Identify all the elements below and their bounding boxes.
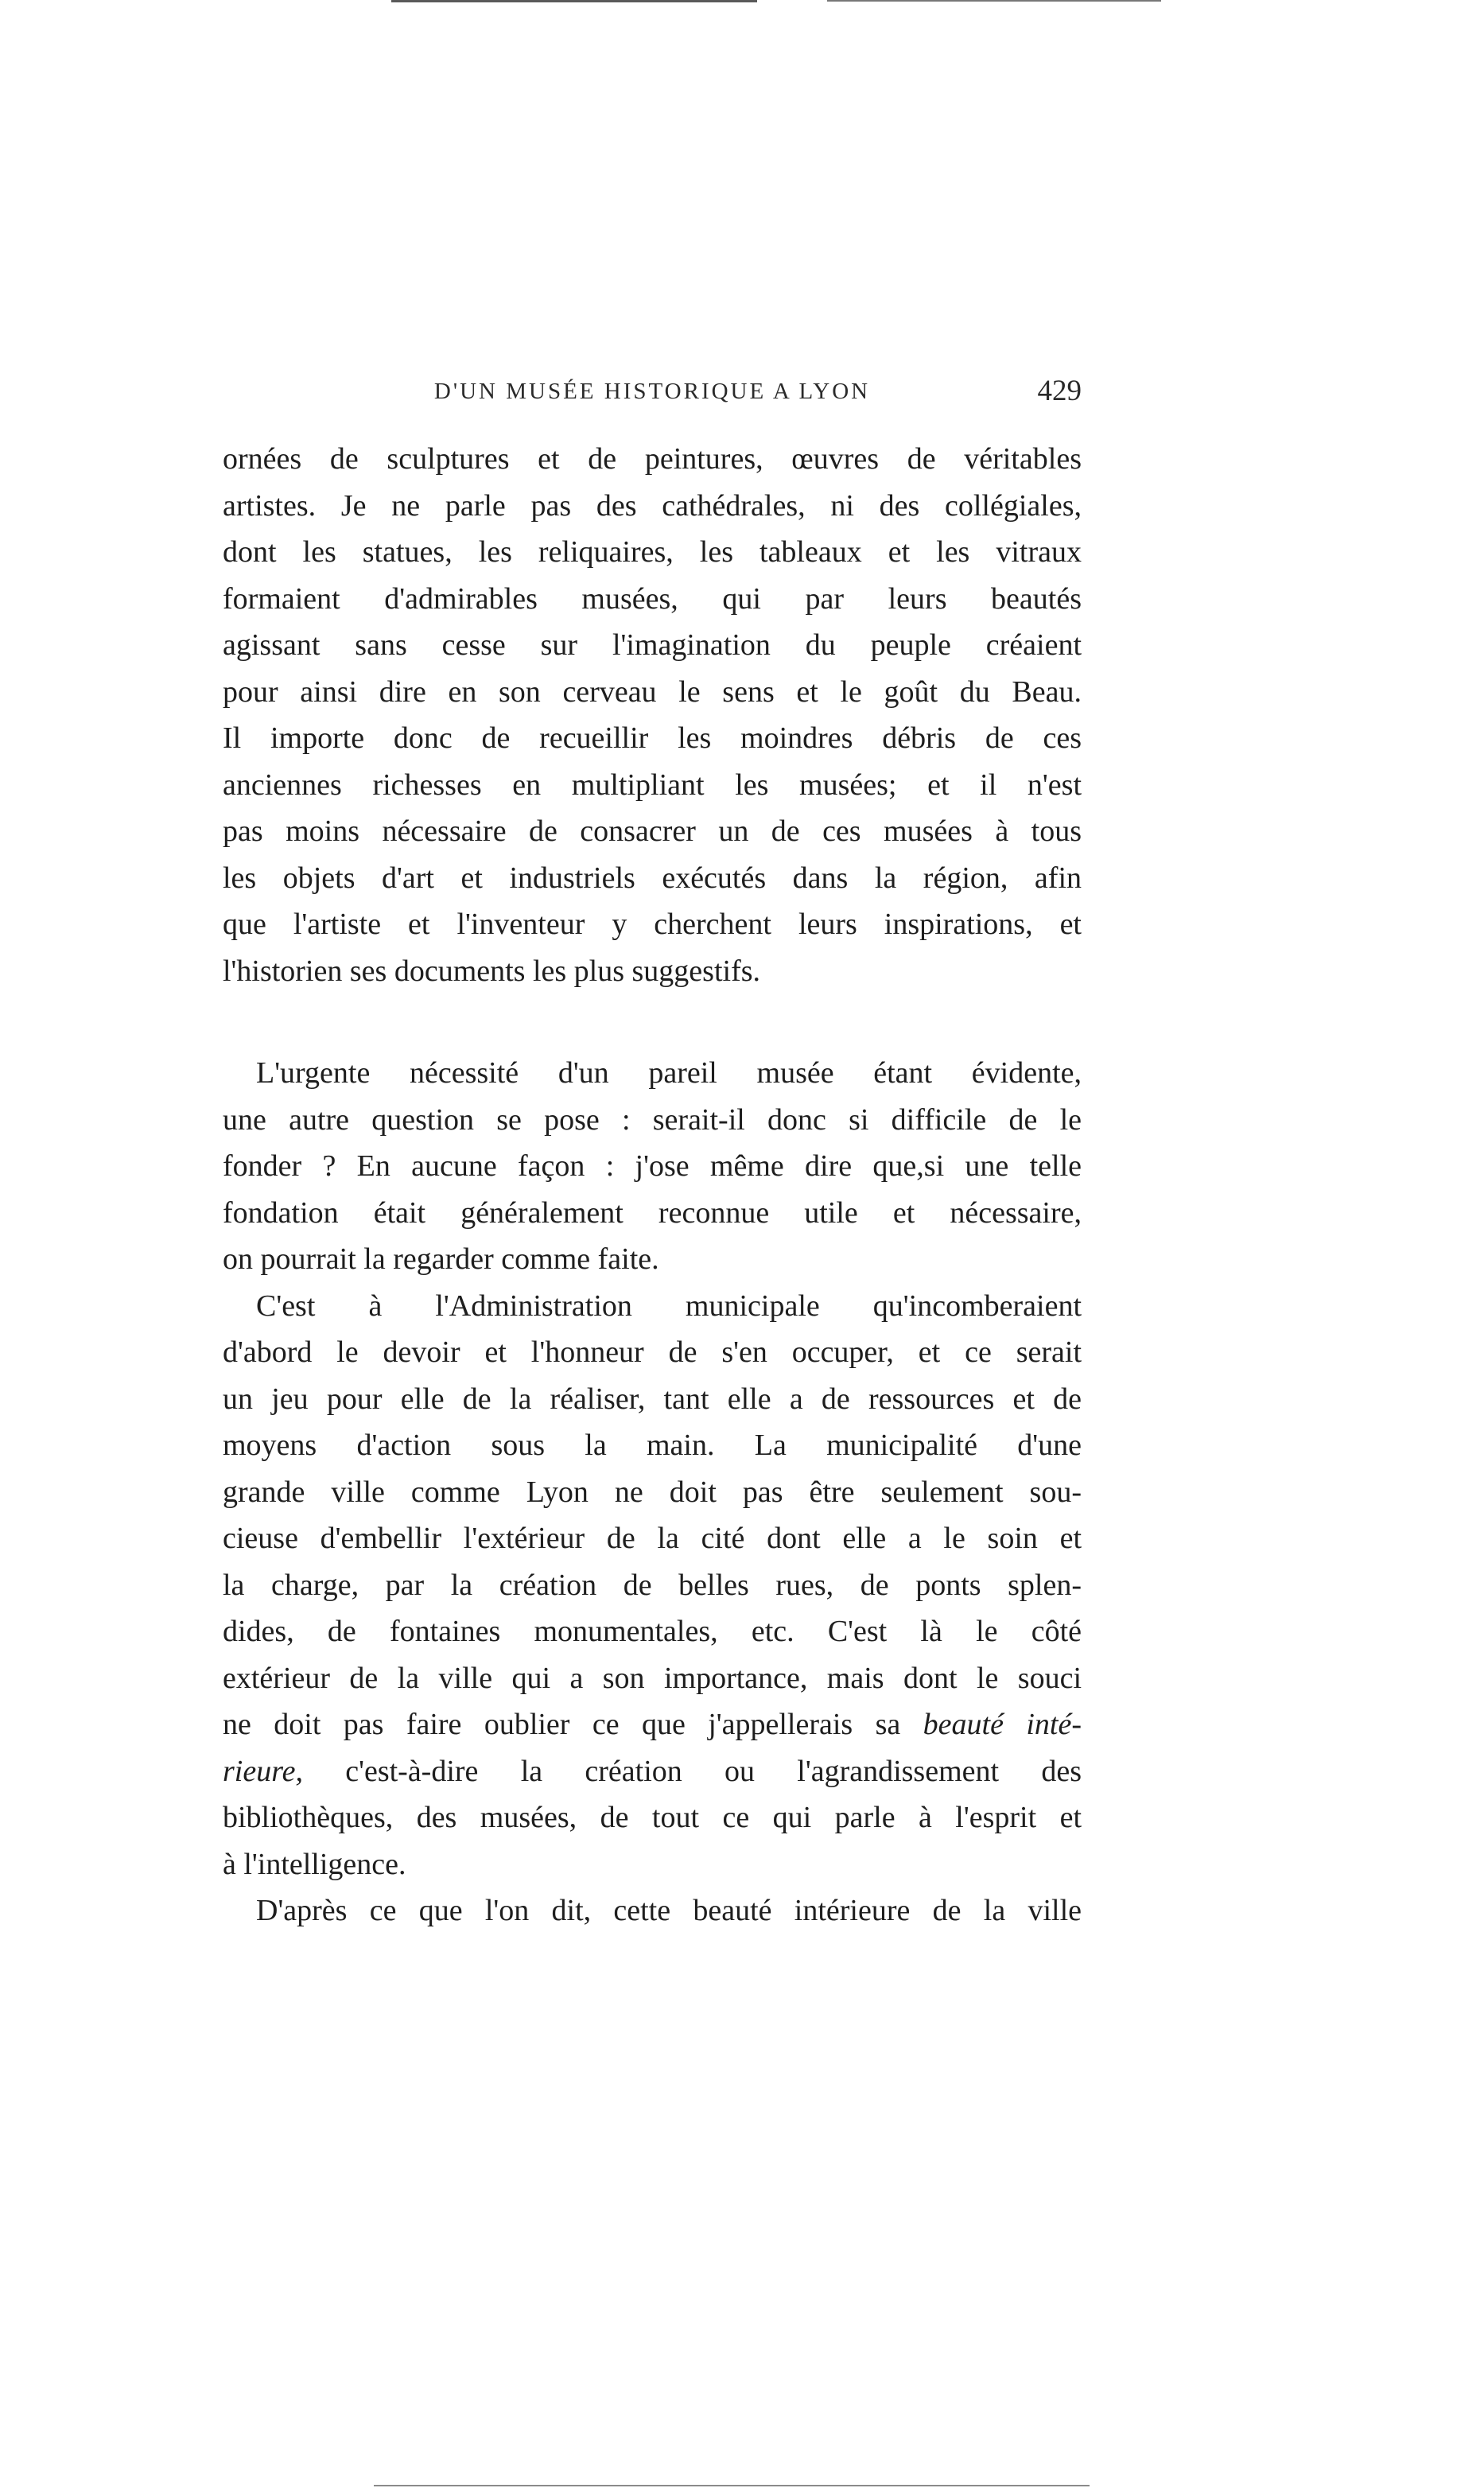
text-line: artistes. Je ne parle pas des cathédrales, ni des collégiales, bbox=[223, 488, 1082, 523]
text-line: on pourrait la regarder comme faite. bbox=[223, 1242, 659, 1276]
book-page bbox=[223, 374, 1082, 1934]
paragraph-1 bbox=[223, 436, 1082, 994]
text-line: extérieur de la ville qui a son importance, mais dont le souci bbox=[223, 1661, 1082, 1695]
text-line: les objets d'art et industriels exécutés dans la région, afin bbox=[223, 861, 1082, 895]
text-line: C'est à l'Administration municipale qu'incomberaient bbox=[256, 1289, 1082, 1323]
paragraph-3 bbox=[223, 1283, 1082, 1888]
paragraph-2 bbox=[223, 1050, 1082, 1283]
text-run: ne doit pas faire oublier ce que j'appellerais sa bbox=[223, 1708, 923, 1741]
paragraph-gap bbox=[223, 994, 1082, 1050]
emphasized-text: beauté inté- bbox=[923, 1708, 1082, 1741]
text-line: moyens d'action sous la main. La municipalité d'une bbox=[223, 1429, 1082, 1462]
text-line: fonder ? En aucune façon : j'ose même dire que,si une telle bbox=[223, 1149, 1082, 1183]
emphasized-text: rieure, bbox=[223, 1754, 303, 1788]
scan-edge-rule-top bbox=[391, 0, 757, 2]
text-line: pour ainsi dire en son cerveau le sens et le goût du Beau. bbox=[223, 674, 1082, 709]
text-line: fondation était généralement reconnue utile et nécessaire, bbox=[223, 1195, 1082, 1230]
text-line: D'après ce que l'on dit, cette beauté intérieure de la ville bbox=[256, 1894, 1082, 1927]
text-line bbox=[223, 1701, 1082, 1748]
text-line: l'historien ses documents les plus suggestifs. bbox=[223, 954, 761, 988]
text-line: d'abord le devoir et l'honneur de s'en occuper, et ce serait bbox=[223, 1335, 1082, 1369]
page-number: 429 bbox=[1037, 375, 1082, 407]
text-line: la charge, par la création de belles rues, de ponts splen- bbox=[223, 1568, 1082, 1602]
text-line: L'urgente nécessité d'un pareil musée étant évidente, bbox=[256, 1056, 1082, 1090]
paragraph-4 bbox=[223, 1887, 1082, 1934]
scan-edge-rule-bottom bbox=[374, 2485, 1090, 2486]
text-line: que l'artiste et l'inventeur y cherchent leurs inspirations, et bbox=[223, 908, 1082, 941]
text-line: Il importe donc de recueillir les moindres débris de ces bbox=[223, 721, 1082, 755]
running-head bbox=[223, 374, 1082, 422]
text-line: une autre question se pose : serait-il donc si difficile de le bbox=[223, 1102, 1082, 1137]
text-line: ornées de sculptures et de peintures, œuvres de véritables bbox=[223, 442, 1082, 476]
text-line bbox=[223, 1748, 1082, 1795]
text-line: dides, de fontaines monumentales, etc. C'est là le côté bbox=[223, 1615, 1082, 1648]
running-title: D'UN MUSÉE HISTORIQUE A LYON bbox=[433, 379, 871, 404]
text-line: à l'intelligence. bbox=[223, 1847, 406, 1881]
text-line: un jeu pour elle de la réaliser, tant elle a de ressources et de bbox=[223, 1382, 1082, 1416]
text-line: agissant sans cesse sur l'imagination du peuple créaient bbox=[223, 628, 1082, 662]
text-line: anciennes richesses en multipliant les musées; et il n'est bbox=[223, 768, 1082, 802]
text-run: c'est-à-dire la création ou l'agrandissement des bbox=[302, 1754, 1082, 1788]
text-line: grande ville comme Lyon ne doit pas être seulement sou- bbox=[223, 1475, 1082, 1509]
scan-edge-rule-top bbox=[827, 0, 1161, 2]
text-line: formaient d'admirables musées, qui par leurs beautés bbox=[223, 581, 1082, 616]
text-line: bibliothèques, des musées, de tout ce qui parle à l'esprit et bbox=[223, 1801, 1082, 1834]
text-line: pas moins nécessaire de consacrer un de ces musées à tous bbox=[223, 814, 1082, 848]
text-line: cieuse d'embellir l'extérieur de la cité dont elle a le soin et bbox=[223, 1522, 1082, 1555]
text-line: dont les statues, les reliquaires, les tableaux et les vitraux bbox=[223, 535, 1082, 569]
